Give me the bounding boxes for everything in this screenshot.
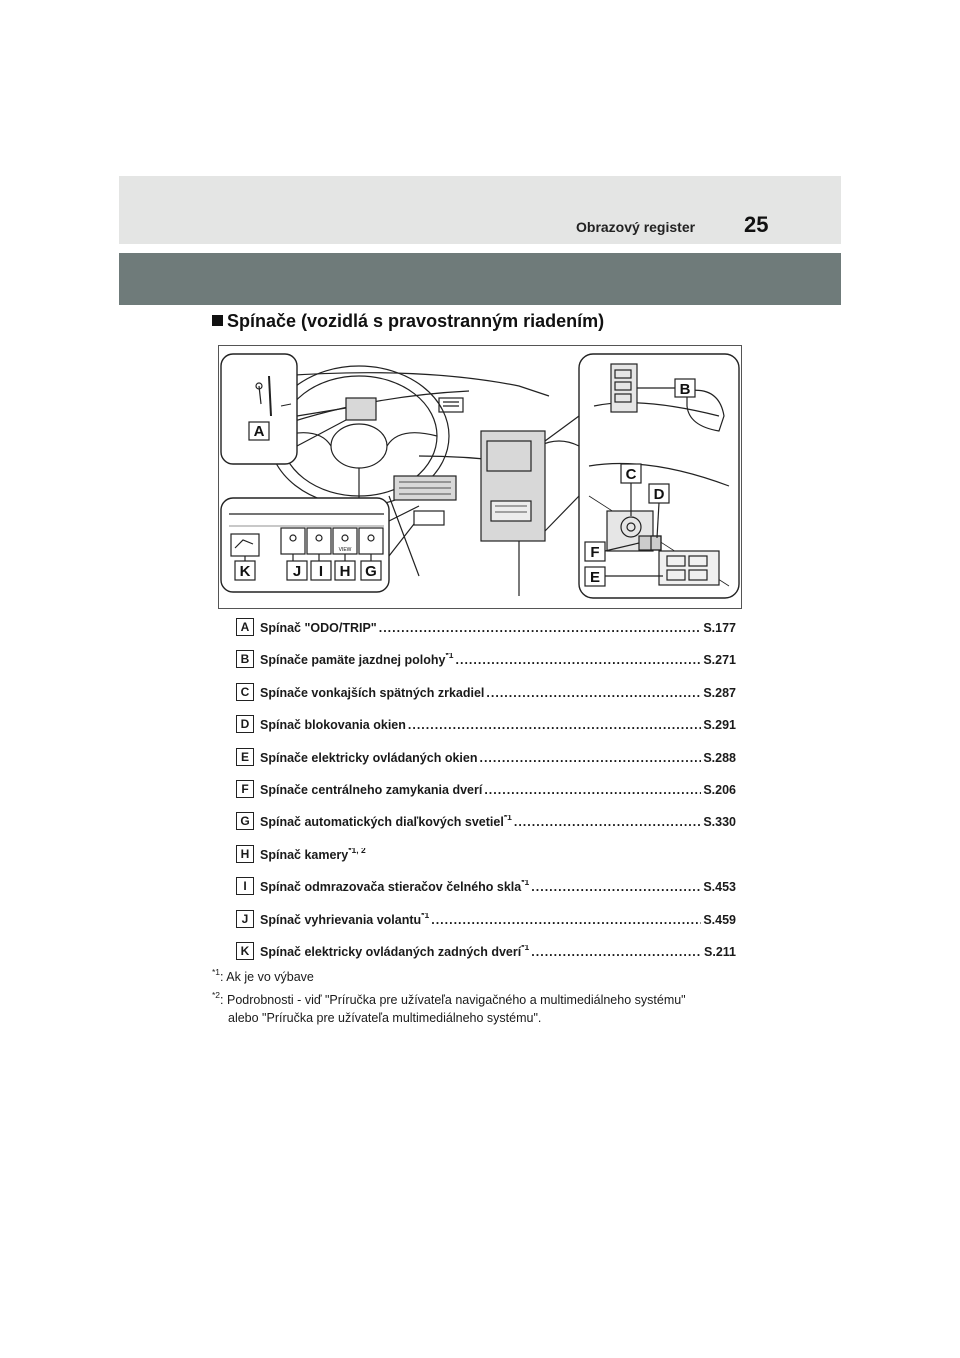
entry-text (260, 751, 736, 765)
entry-footnote-mark: *1, 2 (348, 847, 366, 855)
switches-illustration (218, 345, 742, 609)
entry-text (260, 621, 736, 635)
entry-label (260, 686, 484, 700)
leader-dots (408, 718, 701, 732)
header-dark-band (119, 253, 841, 305)
entry-page-ref: S.287 (703, 685, 736, 700)
leader-dots (479, 751, 701, 765)
footnote-2-mark: *2 (212, 990, 221, 1000)
entry-footnote-mark: *1 (503, 815, 512, 823)
list-item (236, 874, 736, 906)
callout-b: B (679, 381, 691, 398)
leader-dots (484, 783, 701, 797)
section-title (212, 311, 604, 332)
entry-text (260, 718, 736, 732)
entry-label-text: Spínače centrálneho zamykania dverí (260, 782, 483, 797)
entry-letter-badge: A (236, 618, 254, 636)
section-title-text: Spínače (vozidlá s pravostranným riadením) (227, 311, 605, 331)
leader-dots (379, 621, 702, 635)
callout-h: H (339, 563, 351, 580)
list-item (236, 712, 736, 744)
callout-a: A (253, 423, 265, 440)
entry-label-text: Spínač odmrazovača stieračov čelného skla (260, 880, 522, 895)
leader-dots (431, 913, 701, 927)
callout-d: D (653, 486, 665, 503)
entry-page-ref: S.291 (703, 718, 736, 733)
entry-page-ref: S.206 (703, 782, 736, 797)
entry-letter-badge: B (236, 650, 254, 668)
entry-label-text: Spínač blokovania okien (260, 718, 406, 733)
entry-footnote-mark: *1 (521, 944, 530, 952)
entry-text (260, 848, 736, 862)
entry-label (260, 751, 477, 765)
entry-letter-badge: J (236, 910, 254, 928)
entry-page-ref: S.330 (703, 815, 736, 830)
callout-g: G (365, 563, 377, 580)
entry-label (260, 718, 406, 732)
entry-label (260, 880, 529, 894)
leader-dots (531, 880, 701, 894)
entry-text (260, 653, 736, 667)
callout-e: E (589, 569, 601, 586)
callout-j: J (292, 563, 302, 580)
callout-c: C (625, 466, 637, 483)
footnote-2-text: : Podrobnosti - viď "Príručka pre užívateľa navigačného a multimediálneho systému" (220, 993, 686, 1007)
callout-f: F (590, 544, 600, 561)
list-item (236, 809, 736, 841)
entry-letter-badge: C (236, 683, 254, 701)
list-item (236, 680, 736, 712)
entry-page-ref: S.459 (703, 912, 736, 927)
square-bullet-icon (212, 315, 223, 326)
entry-label (260, 945, 529, 959)
entry-text (260, 880, 736, 894)
callout-k: K (239, 563, 251, 580)
entry-label (260, 621, 377, 635)
list-item (236, 615, 736, 647)
entry-footnote-mark: *1 (445, 653, 454, 661)
callout-i: I (318, 563, 324, 580)
leader-dots (486, 686, 701, 700)
entry-page-ref: S.288 (703, 750, 736, 765)
entry-letter-badge: K (236, 942, 254, 960)
entry-letter-badge: G (236, 812, 254, 830)
header-band (119, 176, 841, 244)
view-switch-label: VIEW (338, 547, 352, 553)
entry-page-ref: S.177 (703, 621, 736, 635)
entry-text (260, 783, 736, 797)
leader-dots (514, 815, 701, 829)
entry-label-text: Spínač automatických diaľkových svetiel (260, 815, 504, 830)
footnote-2-continuation: alebo "Príručka pre užívateľa multimediálneho systému". (228, 1011, 542, 1025)
entry-page-ref: S.211 (704, 944, 736, 959)
header-section-title: Obrazový register (576, 219, 696, 235)
leader-dots (531, 945, 702, 959)
entry-letter-badge: F (236, 780, 254, 798)
entry-text (260, 815, 736, 829)
footnote-2 (212, 990, 686, 1007)
entry-label-text: Spínače elektricky ovládaných okien (260, 750, 478, 765)
footnote-1-text: : Ak je vo výbave (220, 970, 314, 984)
entry-label (260, 653, 454, 667)
entry-label-text: Spínač "ODO/TRIP" (260, 621, 377, 635)
entry-label-text: Spínač kamery (260, 847, 349, 862)
entry-text (260, 945, 736, 959)
entry-label-text: Spínač elektricky ovládaných zadných dverí (260, 944, 522, 959)
entry-page-ref: S.271 (703, 653, 736, 668)
entry-letter-badge: I (236, 877, 254, 895)
switch-index-list (236, 615, 736, 971)
entry-letter-badge: E (236, 748, 254, 766)
footnote-1-mark: *1 (212, 967, 221, 977)
entry-page-ref: S.453 (703, 880, 736, 895)
entry-letter-badge: D (236, 715, 254, 733)
entry-label (260, 848, 366, 862)
list-item (236, 939, 736, 971)
entry-label-text: Spínač vyhrievania volantu (260, 912, 422, 927)
list-item (236, 842, 736, 874)
entry-label (260, 783, 482, 797)
entry-footnote-mark: *1 (521, 880, 530, 888)
list-item (236, 745, 736, 777)
entry-text (260, 913, 736, 927)
page-number: 25 (744, 212, 769, 237)
entry-footnote-mark: *1 (421, 912, 430, 920)
leader-dots (456, 653, 702, 667)
list-item (236, 907, 736, 939)
footnote-1 (212, 967, 314, 984)
entry-label (260, 913, 429, 927)
entry-text (260, 686, 736, 700)
entry-label-text: Spínače vonkajších spätných zrkadiel (260, 685, 485, 700)
list-item (236, 777, 736, 809)
entry-letter-badge: H (236, 845, 254, 863)
entry-label-text: Spínače pamäte jazdnej polohy (260, 653, 446, 668)
entry-label (260, 815, 512, 829)
list-item (236, 647, 736, 679)
